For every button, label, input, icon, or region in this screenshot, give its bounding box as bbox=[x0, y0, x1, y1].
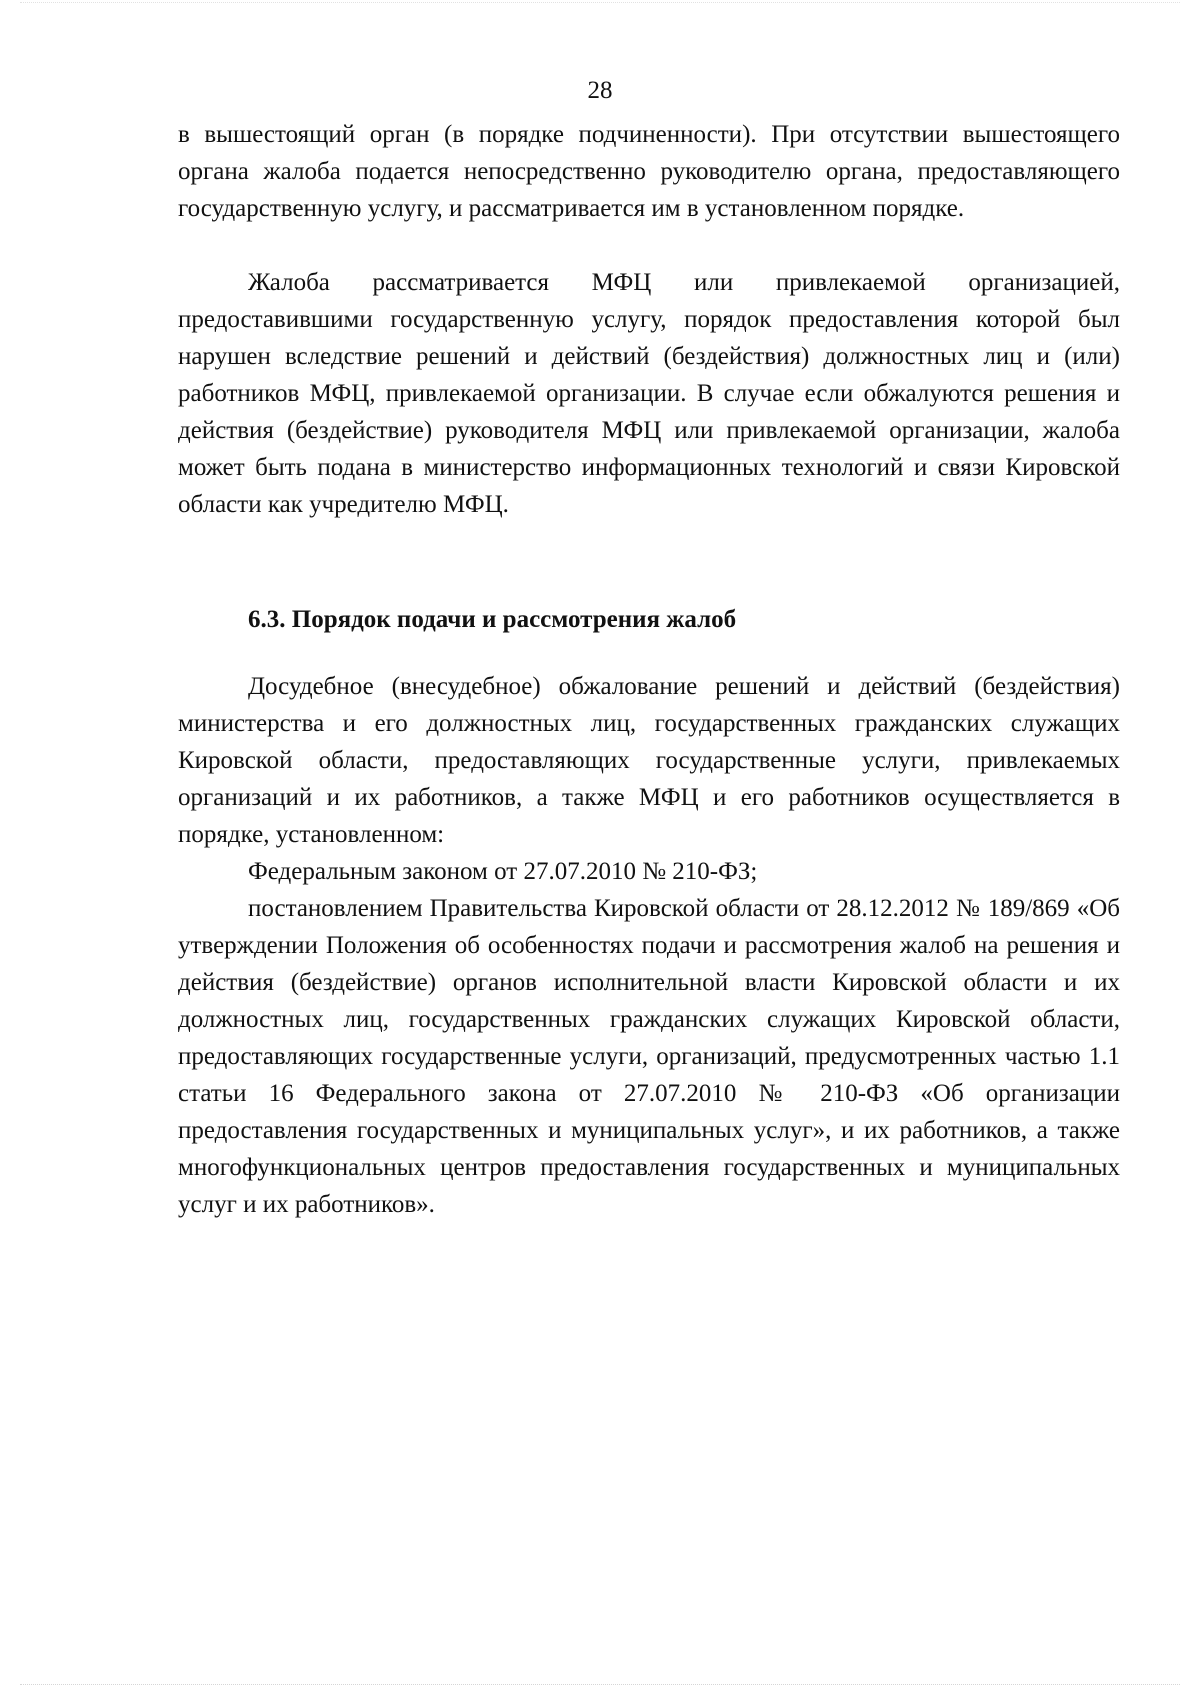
scan-edge-top bbox=[20, 2, 1180, 4]
paragraph-continuation bbox=[178, 116, 1120, 227]
paragraph-4: Федеральным законом от 27.07.2010 № 210-ФЗ; bbox=[248, 858, 758, 885]
paragraph-5: постановлением Правительства Кировской области от 28.12.2012 № 189/869 «Об утверждении Положения об особенностях подачи и рассмотрения жалоб на решения и действия (бездействие) органов исполнительной власти Кировской области и их должностных лиц, государственных гражданских служащих Кировской области, предоставляющих государственные услуги, организаций, предусмотренных частью 1.1 статьи 16 Федерального закона от 27.07.2010 № 210-ФЗ «Об организации предоставления государственных и муниципальных услуг», и их работников, а также многофункциональных центров предоставления государственных и муниципальных услуг и их работников». bbox=[178, 895, 1120, 1218]
paragraph-mfc-complaint bbox=[178, 264, 1120, 523]
section-heading: 6.3. Порядок подачи и рассмотрения жалоб bbox=[248, 606, 737, 633]
paragraph-pretrial-appeal bbox=[178, 668, 1120, 853]
paragraph-government-resolution bbox=[178, 890, 1120, 1223]
paragraph-2: Жалоба рассматривается МФЦ или привлекаемой организацией, предоставившими государственную услугу, порядок предоставления которой был нарушен вследствие решений и действий (бездействия) должностных лиц и (или) работников МФЦ, привлекаемой организации. В случае если обжалуются решения и действия (бездействие) руководителя МФЦ или привлекаемой организации, жалоба может быть подана в министерство информационных технологий и связи Кировской области как учредителю МФЦ. bbox=[178, 269, 1120, 518]
paragraph-federal-law bbox=[178, 853, 1120, 890]
scan-edge-bottom bbox=[20, 1683, 1180, 1685]
paragraph-1: в вышестоящий орган (в порядке подчиненности). При отсутствии вышестоящего органа жалоба подается непосредственно руководителю органа, предоставляющего государственную услугу, и рассматривается им в установленном порядке. bbox=[178, 121, 1120, 222]
paragraph-3: Досудебное (внесудебное) обжалование решений и действий (бездействия) министерства и его должностных лиц, государственных гражданских служащих Кировской области, предоставляющих государственные услуги, привлекаемых организаций и их работников, а также МФЦ и его работников осуществляется в порядке, установленном: bbox=[178, 673, 1120, 848]
page-number: 28 bbox=[587, 77, 613, 104]
